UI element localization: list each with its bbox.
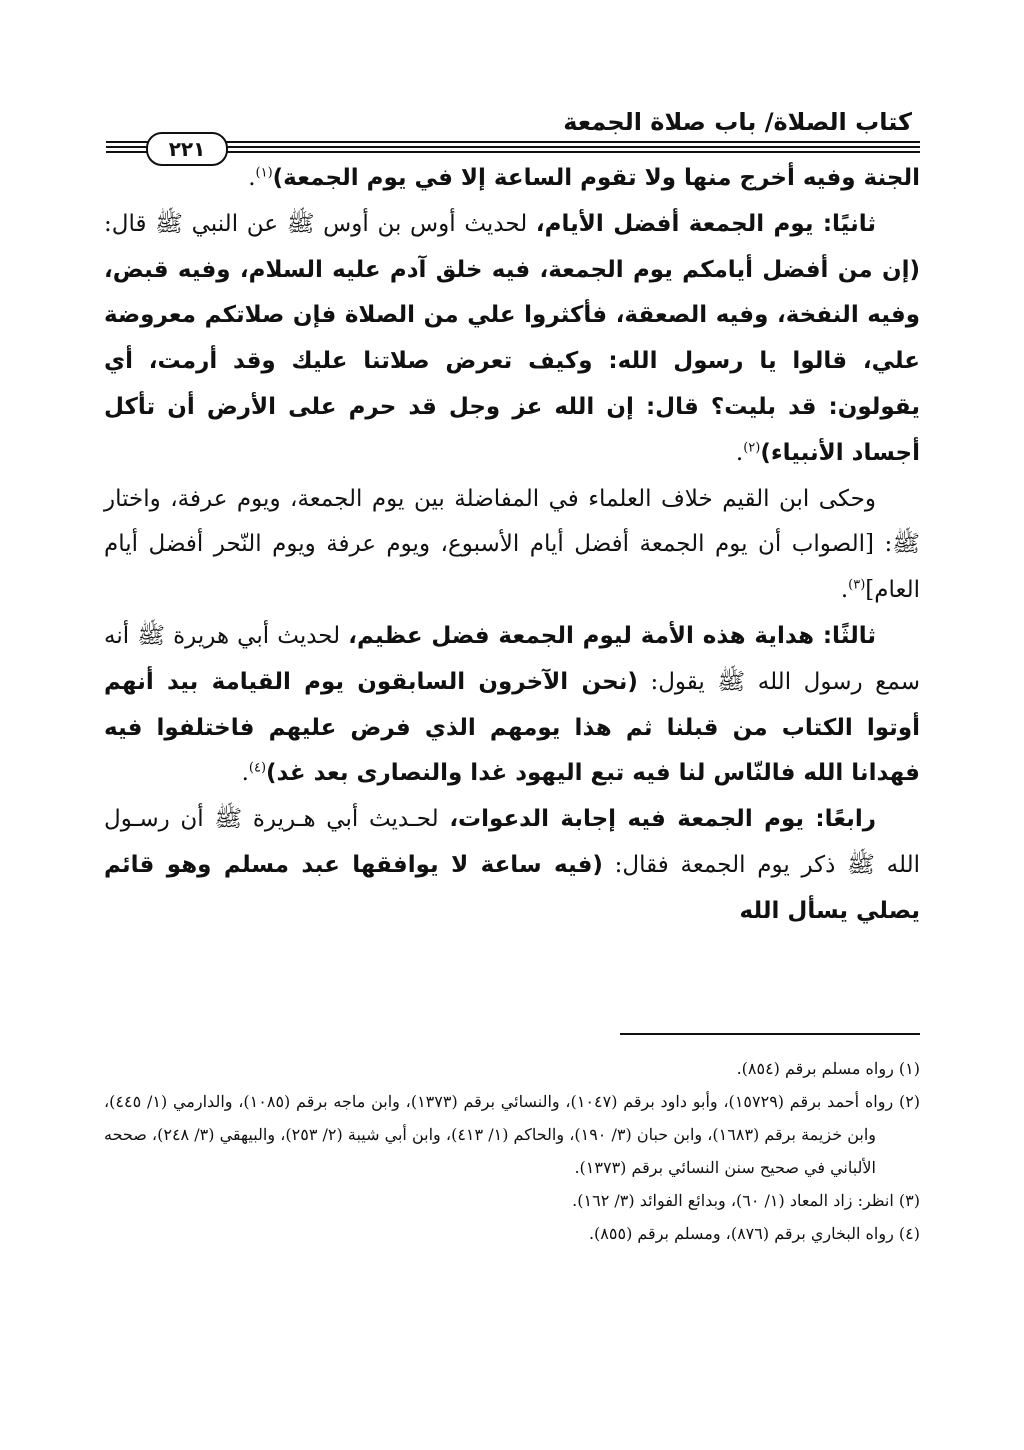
header-rule-line — [106, 141, 920, 143]
paragraph-text: لحـديث أبي هـريرة ﷺ أن رسـول الله ﷺ ذكر يوم الجمعة فقال: — [104, 806, 920, 878]
punctuation: . — [735, 439, 744, 466]
footnote-ref: (١) — [255, 165, 273, 181]
hadith-text: (نحن الآخرون السابقون يوم القيامة بيد أنهم أوتوا الكتاب من قبلنا ثم هذا يومهم الذي فرض عليهم فاختلفوا فيه فهدانا الله فالنّاس لنا فيه تبع اليهود غدا والنصارى بعد غد) — [104, 668, 920, 787]
paragraph-text: وحكى ابن القيم خلاف العلماء في المفاضلة بين يوم الجمعة، ويوم عرفة، واختار ﷺ: [الصواب أن يوم الجمعة أفضل أيام الأسبوع، ويوم عرفة ويوم النّحر أفضل أيام العام] — [104, 485, 920, 604]
paragraph-continuation — [104, 156, 920, 202]
hadith-text: (إن من أفضل أيامكم يوم الجمعة، فيه خلق آدم عليه السلام، وفيه قبض، وفيه النفخة، وفيه الصعقة، فأكثروا علي من الصلاة فإن صلاتكم معروضة علي، قالوا يا رسول الله: وكيف تعرض صلاتنا عليك وقد أرمت، أي يقولون: قد بليت؟ قال: إن الله عز وجل قد حرم على الأرض أن تأكل أجساد الأنبياء) — [104, 256, 920, 466]
punctuation: . — [241, 760, 249, 787]
footnote-ref: (٣) — [848, 577, 866, 593]
footnote-1: (١) رواه مسلم برقم (٨٥٤). — [736, 1059, 920, 1078]
punctuation: . — [248, 165, 256, 191]
header-rule — [106, 141, 920, 157]
footnotes — [104, 1052, 920, 1250]
footnote-4: (٤) رواه البخاري برقم (٨٧٦)، ومسلم برقم (٨٥٥). — [588, 1224, 920, 1243]
footnote-2: (٢) رواه أحمد برقم (١٥٧٢٩)، وأبو داود برقم (١٠٤٧)، والنسائي برقم (١٣٧٣)، وابن ماجه برقم (١٠٨٥)، والدارمي (١/ ٤٤٥)، وابن خزيمة برقم (١٦٨٣)، وابن حبان (٣/ ١٩٠)، والحاكم (١/ ٤١٣)، وابن أبي شيبة (٢/ ٢٥٣)، والبيهقي (٣/ ٢٤٨)، صححه الألباني في صحيح سنن النسائي برقم (١٣٧٣). — [104, 1092, 921, 1177]
section-label: ثالثًا: هداية هذه الأمة ليوم الجمعة فضل عظيم، — [348, 622, 876, 649]
paragraph-text: لحديث أوس بن أوس ﷺ عن النبي ﷺ قال: — [104, 210, 536, 237]
footnote-ref: (٤) — [248, 760, 267, 776]
header-rule-line — [106, 151, 920, 153]
paragraph-text: لحديث أبي هريرة ﷺ أنه سمع رسول الله ﷺ يقول: — [104, 622, 920, 695]
section-label: ثانيًا: يوم الجمعة أفضل الأيام، — [535, 210, 876, 237]
main-text — [104, 156, 920, 935]
hadith-text: (فيه ساعة لا يوافقها عبد مسلم وهو قائم يصلي يسأل الله — [104, 851, 920, 924]
footnote-separator — [620, 1033, 920, 1035]
footnote-3: (٣) انظر: زاد المعاد (١/ ٦٠)، وبدائع الفوائد (٣/ ١٦٢). — [572, 1191, 920, 1210]
hadith-text: الجنة وفيه أخرج منها ولا تقوم الساعة إلا في يوم الجمعة) — [272, 165, 920, 191]
header-rule-line — [106, 146, 920, 148]
paragraph-ibn-qayyim — [104, 477, 920, 614]
paragraph-second — [104, 202, 920, 477]
running-header: كتاب الصلاة/ باب صلاة الجمعة — [563, 108, 912, 136]
page-number: ٢٢١ — [146, 132, 228, 166]
section-label: رابعًا: يوم الجمعة فيه إجابة الدعوات، — [449, 806, 876, 833]
paragraph-fourth — [104, 797, 920, 934]
footnote-ref: (٢) — [743, 440, 761, 456]
punctuation: . — [840, 577, 849, 604]
paragraph-third — [104, 614, 920, 797]
